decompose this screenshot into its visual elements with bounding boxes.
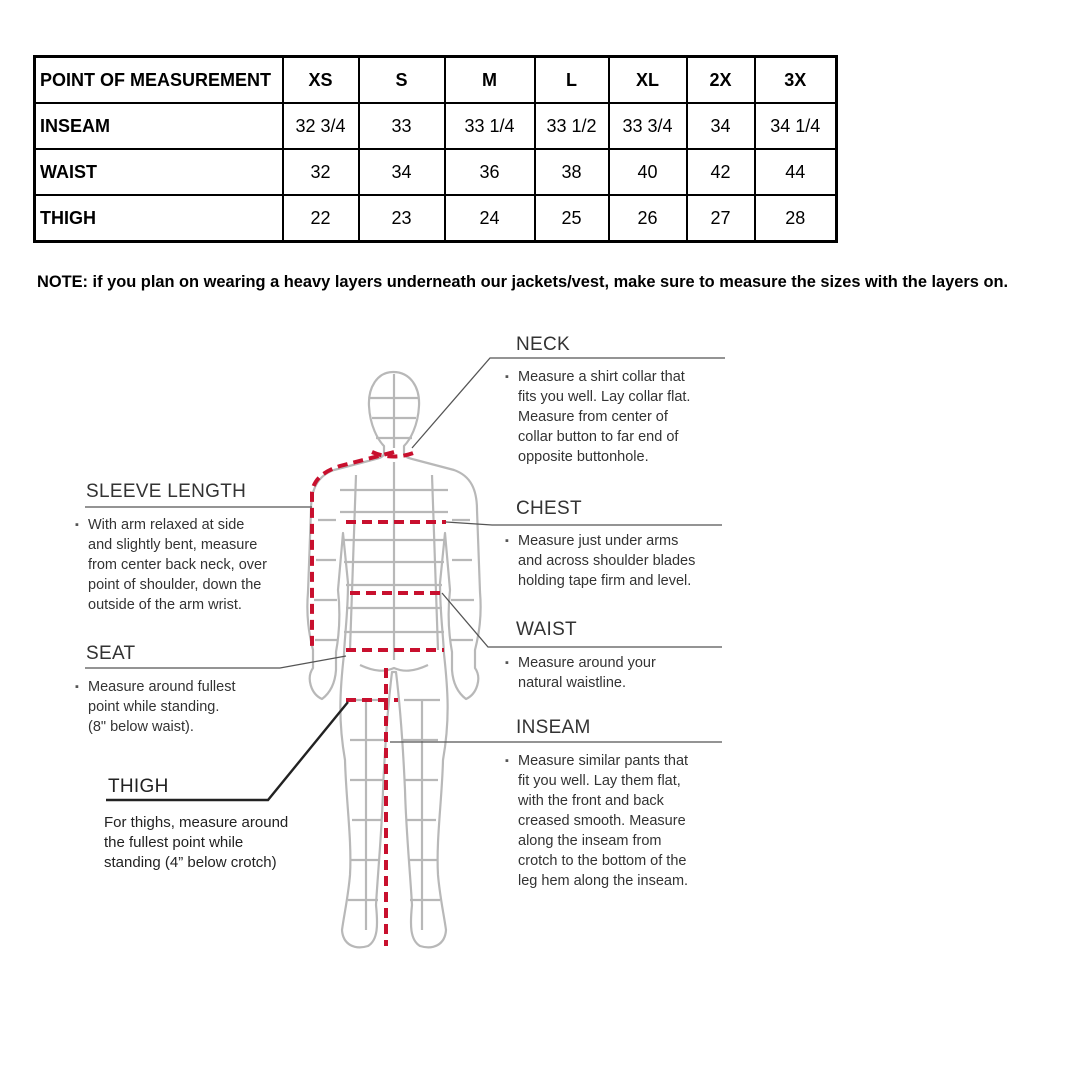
seat-instructions: ▪ Measure around fullest point while standing. (8" below waist). bbox=[88, 677, 236, 737]
chest-leader bbox=[446, 522, 722, 525]
row-label: WAIST bbox=[35, 149, 283, 195]
table-cell: 24 bbox=[445, 195, 535, 242]
table-cell: 27 bbox=[687, 195, 755, 242]
table-cell: 33 1/2 bbox=[535, 103, 609, 149]
header-size-m: M bbox=[445, 57, 535, 104]
chest-heading: CHEST bbox=[516, 498, 582, 519]
layering-note: NOTE: if you plan on wearing a heavy layers underneath our jackets/vest, make sure to measure the sizes with the layers on. bbox=[37, 273, 1009, 291]
header-size-xl: XL bbox=[609, 57, 687, 104]
table-cell: 23 bbox=[359, 195, 445, 242]
header-size-2x: 2X bbox=[687, 57, 755, 104]
table-cell: 22 bbox=[283, 195, 359, 242]
header-size-l: L bbox=[535, 57, 609, 104]
table-cell: 40 bbox=[609, 149, 687, 195]
header-size-xs: XS bbox=[283, 57, 359, 104]
inseam-heading: INSEAM bbox=[516, 717, 591, 738]
table-cell: 38 bbox=[535, 149, 609, 195]
sleeve-length-instructions: ▪ With arm relaxed at side and slightly bent, measure from center back neck, over point of shoulder, down the outside of the arm wrist. bbox=[88, 515, 267, 615]
neck-instructions: ▪ Measure a shirt collar that fits you well. Lay collar flat. Measure from center of collar button to far end of opposite buttonhole. bbox=[518, 367, 690, 467]
table-cell: 33 1/4 bbox=[445, 103, 535, 149]
table-cell: 26 bbox=[609, 195, 687, 242]
header-point-of-measurement: POINT OF MEASUREMENT bbox=[35, 57, 283, 104]
table-cell: 34 bbox=[687, 103, 755, 149]
table-cell: 33 bbox=[359, 103, 445, 149]
waist-heading: WAIST bbox=[516, 619, 577, 640]
table-cell: 32 bbox=[283, 149, 359, 195]
header-size-3x: 3X bbox=[755, 57, 837, 104]
row-label: INSEAM bbox=[35, 103, 283, 149]
table-cell: 44 bbox=[755, 149, 837, 195]
table-cell: 34 1/4 bbox=[755, 103, 837, 149]
thigh-instructions: For thighs, measure around the fullest point while standing (4” below crotch) bbox=[104, 814, 289, 871]
table-cell: 28 bbox=[755, 195, 837, 242]
waist-instructions: ▪ Measure around your natural waistline. bbox=[518, 653, 656, 693]
table-cell: 33 3/4 bbox=[609, 103, 687, 149]
seat-heading: SEAT bbox=[86, 643, 136, 664]
table-cell: 34 bbox=[359, 149, 445, 195]
waist-leader bbox=[442, 593, 722, 647]
thigh-heading: THIGH bbox=[108, 776, 169, 797]
sleeve-length-heading: SLEEVE LENGTH bbox=[86, 481, 247, 502]
table-cell: 42 bbox=[687, 149, 755, 195]
table-cell: 36 bbox=[445, 149, 535, 195]
table-cell: 32 3/4 bbox=[283, 103, 359, 149]
header-size-s: S bbox=[359, 57, 445, 104]
neck-heading: NECK bbox=[516, 334, 570, 355]
row-label: THIGH bbox=[35, 195, 283, 242]
table-cell: 25 bbox=[535, 195, 609, 242]
chest-instructions: ▪ Measure just under arms and across shoulder blades holding tape firm and level. bbox=[518, 531, 695, 591]
inseam-instructions: ▪ Measure similar pants that fit you well. Lay them flat, with the front and back creased smooth. Measure along the inseam from crotch to the bottom of the leg hem along the inseam. bbox=[518, 751, 688, 891]
